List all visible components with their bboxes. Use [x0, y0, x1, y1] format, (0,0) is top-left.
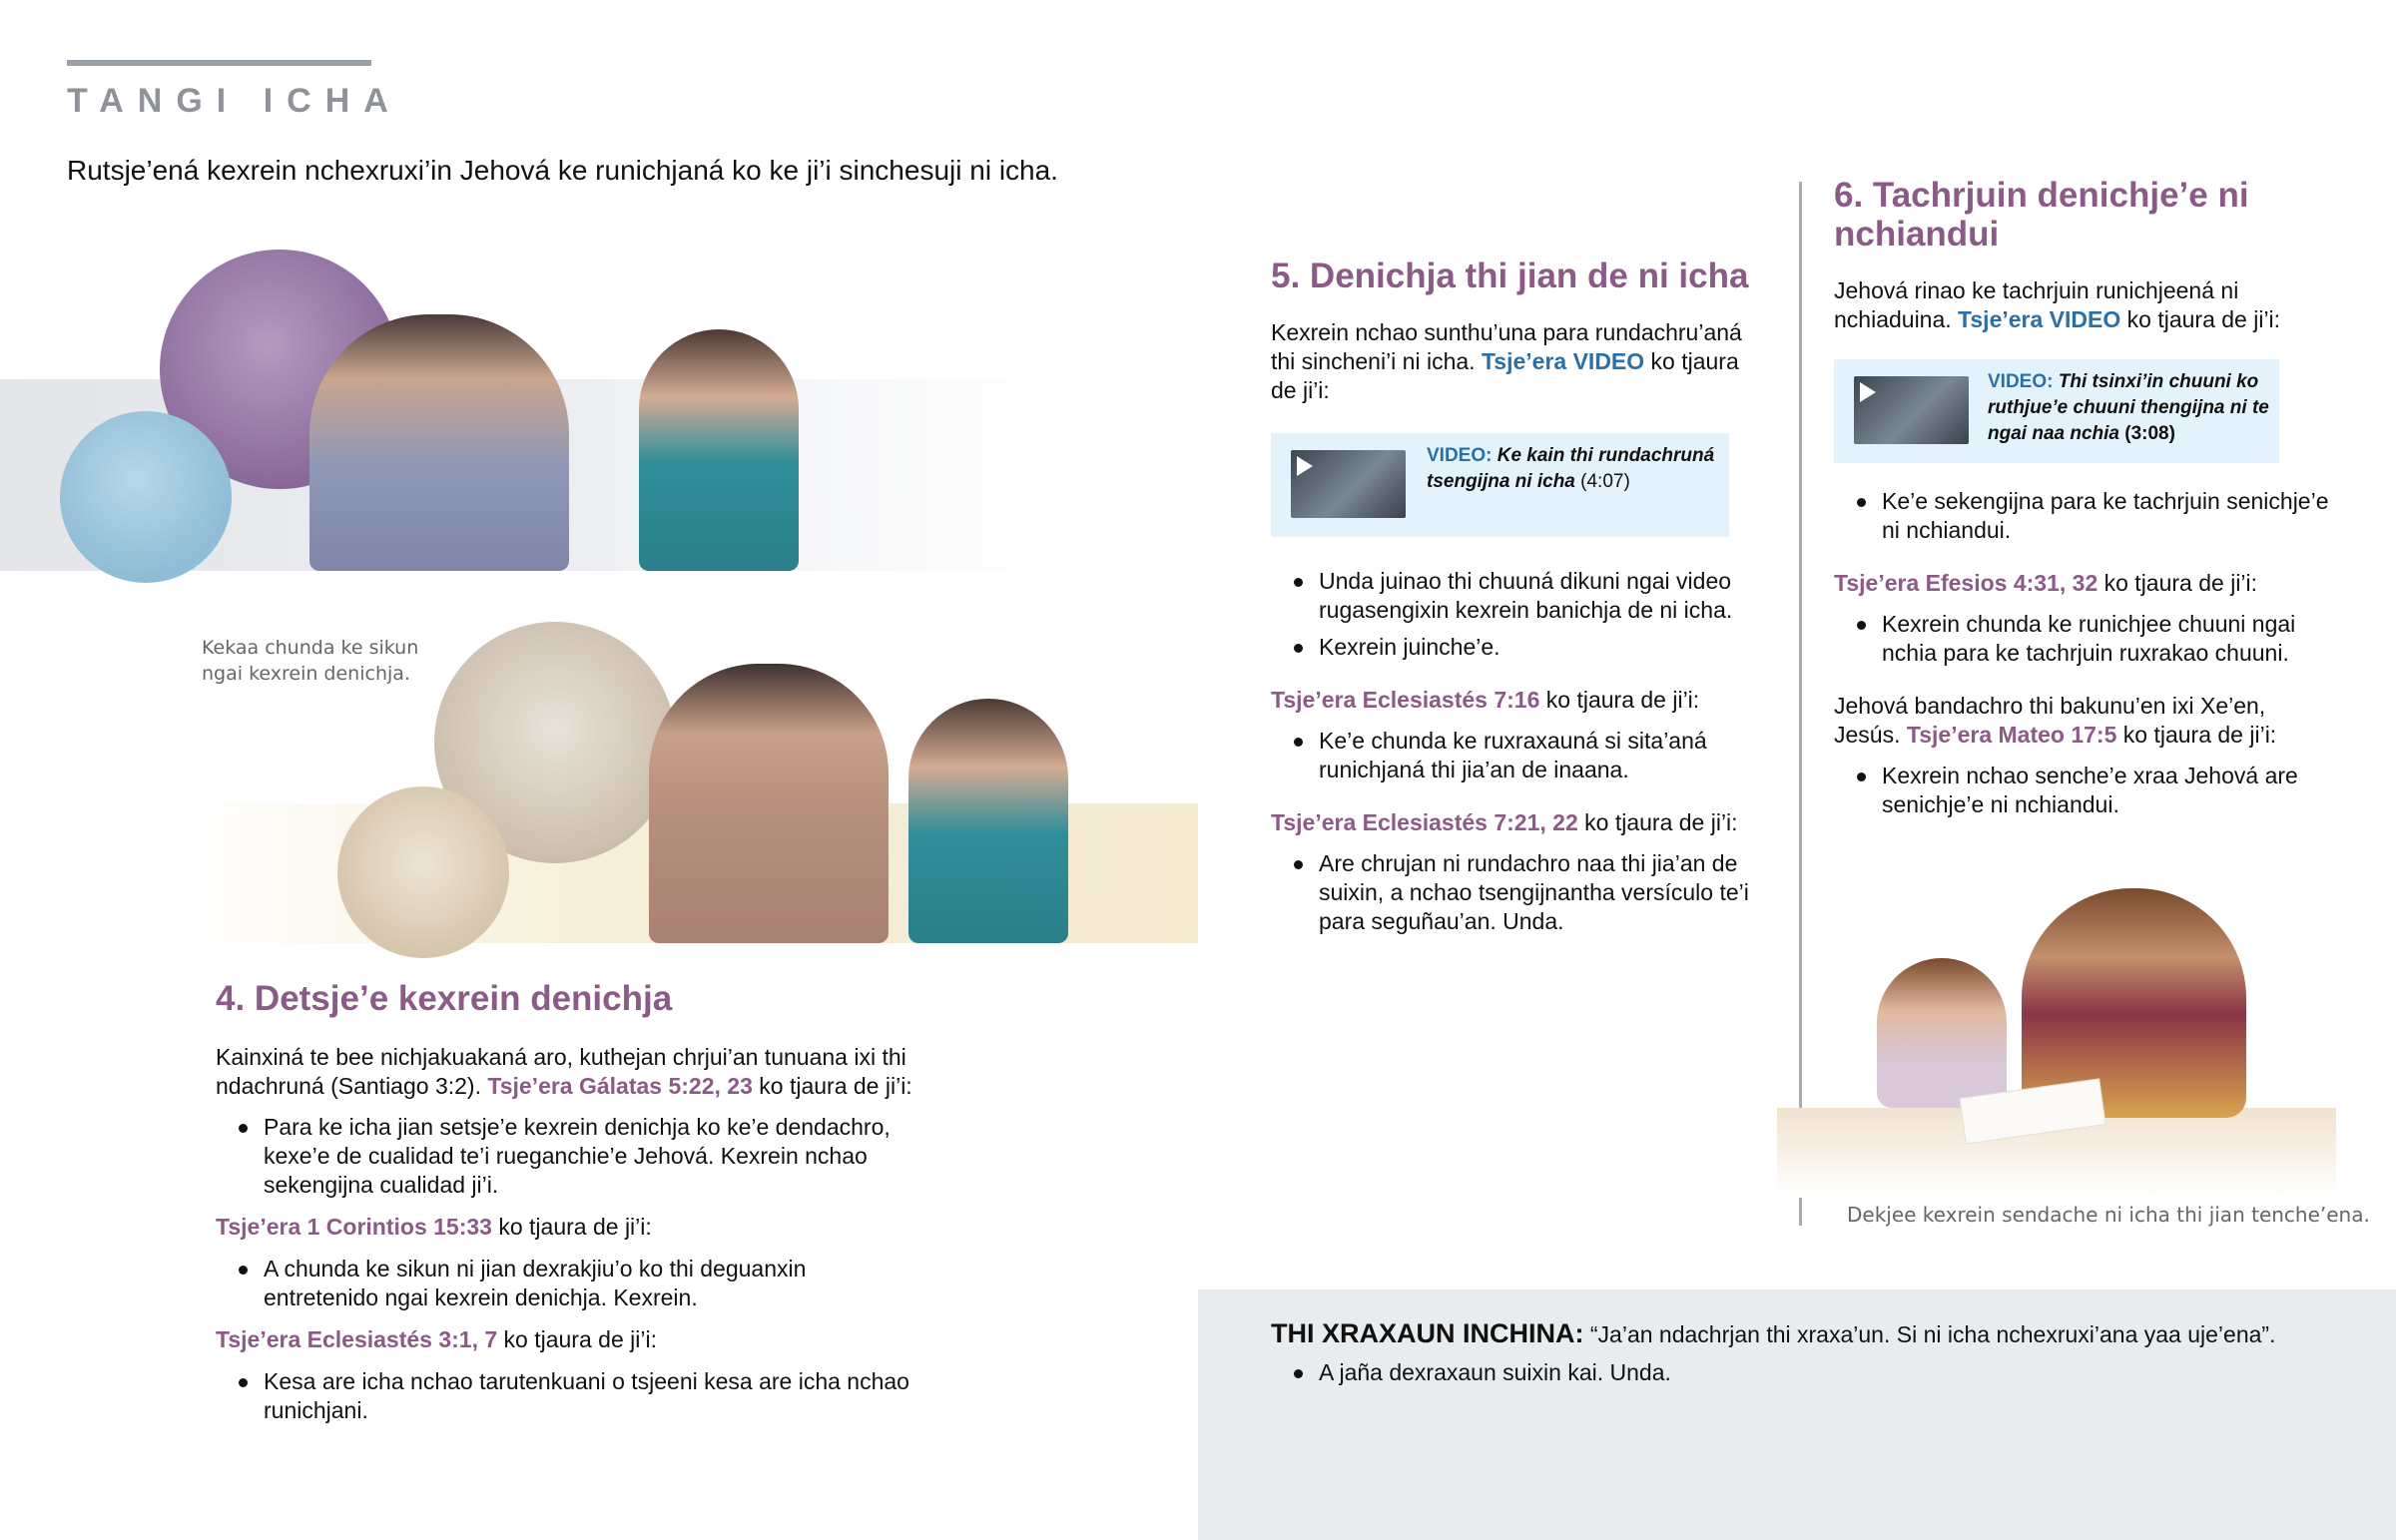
- scripture-line: Tsje’era Eclesiastés 3:1, 7 ko tjaura de ji’i:: [216, 1326, 657, 1352]
- section6-paragraph-2: Jehová bandachro thi bakunu’en ixi Xe’en, Jesús. Tsje’era Mateo 17:5 ko tjaura de ji’i:: [1834, 693, 2277, 748]
- bullet-item: Kexrein nchao senche’e xraa Jehová are senichje’e ni nchiandui.: [1882, 762, 2333, 819]
- bullet-item: Unda juinao thi chuuná dikuni ngai video rugasengixin kexrein banichja de ni icha.: [1319, 567, 1750, 625]
- video-duration: (3:08): [2118, 423, 2175, 444]
- section6-caption: Dekjee kexrein sendache ni icha thi jian tenche’ena.: [1847, 1203, 2370, 1227]
- scripture-line: Tsje’era Eclesiastés 7:21, 22 ko tjaura de ji’i:: [1271, 809, 1738, 835]
- section4-body: [216, 1043, 914, 1425]
- bullet-item: Ke’e chunda ke ruxraxauná si sita’aná runichjaná thi jia’an de inaana.: [1319, 727, 1750, 784]
- reconciling-woman: [908, 699, 1068, 943]
- video-title: Ke kain thi rundachruná tsengijna ni icha: [1427, 445, 1715, 492]
- arguing-man: [309, 314, 569, 571]
- scripture-link[interactable]: Tsje’era Eclesiastés 7:16: [1271, 687, 1540, 713]
- section-tag: TANGI ICHA: [67, 82, 402, 120]
- bullet-item: Kexrein juinche’e.: [1319, 633, 1750, 662]
- video-duration: (4:07): [1574, 471, 1630, 492]
- scripture-link[interactable]: Tsje’era Eclesiastés 3:1, 7: [216, 1326, 498, 1352]
- video-link[interactable]: Tsje’era VIDEO: [1958, 306, 2121, 332]
- play-icon: [1860, 382, 1876, 402]
- argument-illustration: [0, 230, 1048, 571]
- scripture-line: Tsje’era Eclesiastés 7:16 ko tjaura de ji’i:: [1271, 687, 1700, 713]
- section6-heading: 6. Tachrjuin denichje’e ni nchiandui: [1834, 176, 2249, 254]
- video-label: VIDEO:: [1988, 371, 2054, 392]
- video-box[interactable]: [1834, 359, 2279, 463]
- intro-text: Rutsje’ená kexrein nchexruxi’in Jehová ke runichjaná ko ke ji’i sinchesuji ni icha.: [67, 155, 1058, 186]
- objection-quote: “Ja’an ndachrjan thi xraxa’un. Si ni icha nchexruxi’ana yaa uje’ena”.: [1583, 1321, 2276, 1347]
- section6-paragraph: Jehová rinao ke tachrjuin runichjeená ni nchiaduina. Tsje’era VIDEO ko tjaura de ji’i:: [1834, 277, 2281, 332]
- section-tag-bar: [67, 60, 371, 66]
- scripture-link[interactable]: Tsje’era Mateo 17:5: [1906, 722, 2117, 748]
- video-thumbnail[interactable]: [1854, 376, 1969, 444]
- video-title: Thi tsinxi’in chuuni ko ruthjue’e chuuni thengijna ni te ngai naa nchia: [1988, 371, 2269, 444]
- scripture-link[interactable]: Tsje’era Efesios 4:31, 32: [1834, 570, 2098, 596]
- illustration-caption: Kekaa chunda ke sikun ngai kexrein denichja.: [202, 637, 419, 685]
- reconciling-man: [649, 664, 889, 943]
- bullet-item: A chunda ke sikun ni jian dexrakjiu’o ko thi deguanxin entretenido ngai kexrein denichja. Kexrein.: [264, 1255, 914, 1312]
- scripture-link[interactable]: Tsje’era Eclesiastés 7:21, 22: [1271, 809, 1578, 835]
- video-thumbnail[interactable]: [1291, 450, 1406, 518]
- bullet-item: Are chrujan ni rundachro naa thi jia’an de suixin, a nchao tsengijnantha versículo te’i para seguñau’an. Unda.: [1319, 850, 1749, 934]
- video-link[interactable]: Tsje’era VIDEO: [1481, 348, 1645, 374]
- section4-heading: 4. Detsje’e kexrein denichja: [216, 979, 673, 1018]
- scripture-line: Tsje’era Efesios 4:31, 32 ko tjaura de ji’i:: [1834, 570, 2258, 596]
- video-label: VIDEO:: [1427, 445, 1493, 466]
- section5-paragraph: Kexrein nchao sunthu’una para rundachru’aná thi sincheni’i ni icha. Tsje’era VIDEO ko tjaura de ji’i:: [1271, 319, 1742, 403]
- video-box[interactable]: [1271, 433, 1729, 537]
- bullet-item: Ke’e sekengijna para ke tachrjuin senichje’e ni nchiandui.: [1882, 487, 2333, 545]
- daughter-figure: [1877, 958, 2007, 1108]
- bullet-item: A jaña dexraxaun suixin kai. Unda.: [1319, 1358, 2369, 1387]
- scripture-line: Tsje’era 1 Corintios 15:33 ko tjaura de ji’i:: [216, 1214, 652, 1240]
- section5-heading: 5. Denichja thi jian de ni icha: [1271, 257, 1749, 295]
- reconcile-illustration: [180, 619, 1198, 943]
- bullet-item: Para ke icha jian setsje’e kexrein denichja ko ke’e dendachro, kexe’e de cualidad te’i rueganchie’e Jehová. Kexrein nchao sekengijna cualidad ji’i.: [264, 1113, 914, 1200]
- mother-daughter-illustration: [1777, 878, 2336, 1198]
- upset-woman: [639, 329, 799, 571]
- objection-label: THI XRAXAUN INCHINA:: [1271, 1318, 1584, 1348]
- section4-paragraph: Kainxiná te bee nichjakuakaná aro, kuthejan chrjui’an tunuana ixi thi ndachruná (Santiago 3:2). Tsje’era Gálatas 5:22, 23 ko tjaura de ji’i:: [216, 1044, 912, 1099]
- section6-body: [1834, 276, 2333, 819]
- bullet-item: Kesa are icha nchao tarutenkuani o tsjeeni kesa are icha nchao runichjani.: [264, 1367, 914, 1425]
- scripture-link[interactable]: Tsje’era 1 Corintios 15:33: [216, 1214, 492, 1240]
- play-icon: [1297, 456, 1313, 476]
- section5-body: [1271, 318, 1750, 936]
- objection-line: [1271, 1317, 2369, 1350]
- headphones-circle: [60, 411, 232, 583]
- bottom-content: [1271, 1317, 2369, 1387]
- scripture-link[interactable]: Tsje’era Gálatas 5:22, 23: [487, 1073, 753, 1099]
- bullet-item: Kexrein chunda ke runichjee chuuni ngai nchia para ke tachrjuin ruxrakao chuuni.: [1882, 610, 2333, 668]
- bible-reading-circle: [337, 786, 509, 958]
